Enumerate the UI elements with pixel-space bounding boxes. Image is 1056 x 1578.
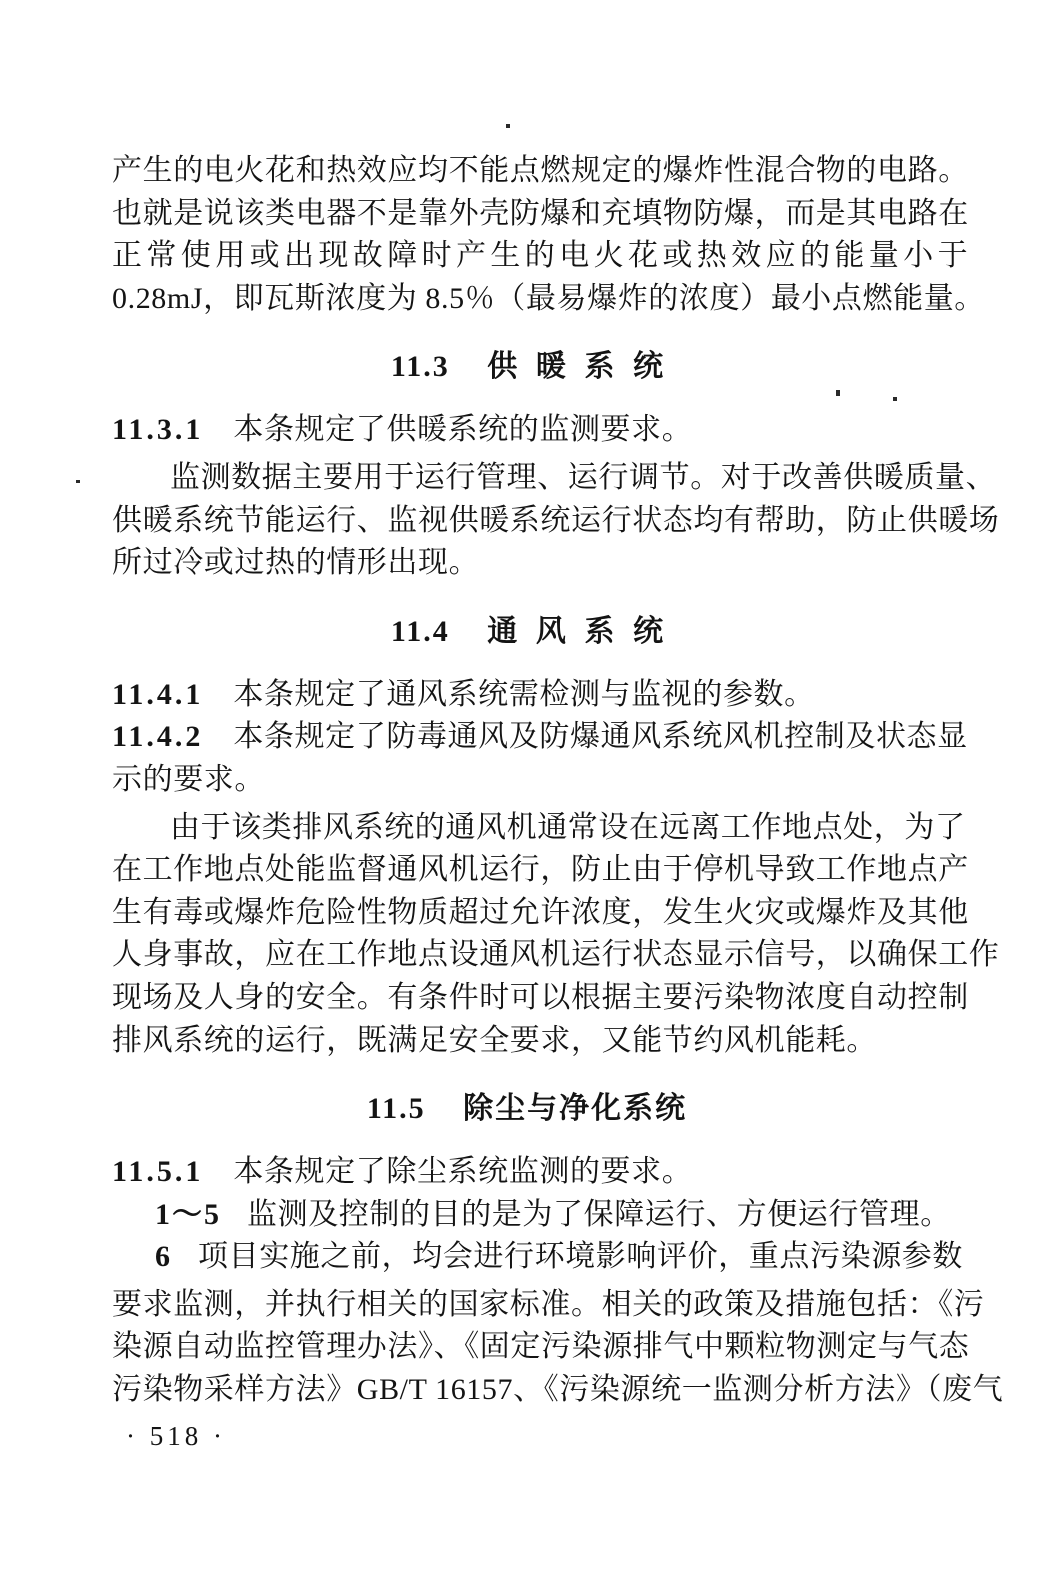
body-line: 所过冷或过热的情形出现。 xyxy=(112,546,480,580)
clause-number: 11.5.1 xyxy=(112,1155,204,1189)
item-number: 1～5 xyxy=(155,1197,221,1231)
item-number: 6 xyxy=(155,1240,172,1274)
clause-number: 11.4.2 xyxy=(112,720,204,754)
clause-number: 11.3.1 xyxy=(112,413,204,447)
sub-item-6 xyxy=(112,1236,963,1279)
item-text: 监测及控制的目的是为了保障运行、方便运行管理。 xyxy=(247,1197,951,1231)
clause-text-continuation: 示的要求。 xyxy=(112,762,265,796)
clause-text: 本条规定了通风系统需检测与监视的参数。 xyxy=(233,677,815,711)
body-line: 由于该类排风系统的通风机通常设在远离工作地点处，为了 xyxy=(170,810,966,844)
clause-text: 本条规定了供暖系统的监测要求。 xyxy=(233,413,693,447)
clause-text: 本条规定了除尘系统监测的要求。 xyxy=(233,1155,693,1189)
section-title: 通风系统 xyxy=(487,614,682,648)
scan-speck xyxy=(506,124,510,128)
body-line: 人身事故，应在工作地点设通风机运行状态显示信号，以确保工作 xyxy=(112,938,1000,972)
sub-item-1-5 xyxy=(112,1194,951,1237)
scan-speck xyxy=(76,480,80,483)
clause-line-11-4-2 xyxy=(112,716,968,759)
body-line: 0.28mJ，即瓦斯浓度为 8.5％（最易爆炸的浓度）最小点燃能量。 xyxy=(112,281,985,315)
clause-line-11-4-1 xyxy=(112,674,942,717)
clause-text: 本条规定了防毒通风及防爆通风系统风机控制及状态显 xyxy=(233,720,968,754)
body-line: 供暖系统节能运行、监视供暖系统运行状态均有帮助，防止供暖场 xyxy=(112,503,1000,537)
section-heading-11-4 xyxy=(112,610,942,653)
section-number: 11.3 xyxy=(390,350,450,384)
body-line: 污染物采样方法》GB/T 16157、《污染源统一监测分析方法》（废气 xyxy=(112,1373,1004,1407)
section-heading-11-5 xyxy=(112,1087,942,1130)
body-line: 要求监测，并执行相关的国家标准。相关的政策及措施包括：《污 xyxy=(112,1287,985,1321)
body-line: 现场及人身的安全。有条件时可以根据主要污染物浓度自动控制 xyxy=(112,980,969,1014)
clause-line-11-3-1 xyxy=(112,409,942,452)
body-line: 监测数据主要用于运行管理、运行调节。对于改善供暖质量、 xyxy=(170,460,997,494)
body-line: 排风系统的运行，既满足安全要求，又能节约风机能耗。 xyxy=(112,1023,877,1057)
body-line: 染源自动监控管理办法》、《固定污染源排气中颗粒物测定与气态 xyxy=(112,1330,970,1364)
body-line: 也就是说该类电器不是靠外壳防爆和充填物防爆，而是其电路在 xyxy=(112,196,969,230)
section-number: 11.5 xyxy=(366,1092,426,1126)
section-title: 供暖系统 xyxy=(487,350,682,384)
clause-number: 11.4.1 xyxy=(112,677,204,711)
body-line: 在工作地点处能监督通风机运行，防止由于停机导致工作地点产 xyxy=(112,853,969,887)
section-heading-11-3 xyxy=(112,345,942,388)
item-text: 项目实施之前，均会进行环境影响评价，重点污染源参数 xyxy=(198,1240,963,1274)
section-title: 除尘与净化系统 xyxy=(463,1092,688,1126)
page-number: · 518 · xyxy=(126,1420,226,1451)
body-line: 正常使用或出现故障时产生的电火花或热效应的能量小于 xyxy=(112,239,972,273)
body-line: 生有毒或爆炸危险性物质超过允许浓度，发生火灾或爆炸及其他 xyxy=(112,895,969,929)
body-line: 产生的电火花和热效应均不能点燃规定的爆炸性混合物的电路。 xyxy=(112,154,969,187)
clause-line-11-5-1 xyxy=(112,1151,942,1194)
page-content xyxy=(112,150,1004,1452)
section-number: 11.4 xyxy=(390,614,450,648)
